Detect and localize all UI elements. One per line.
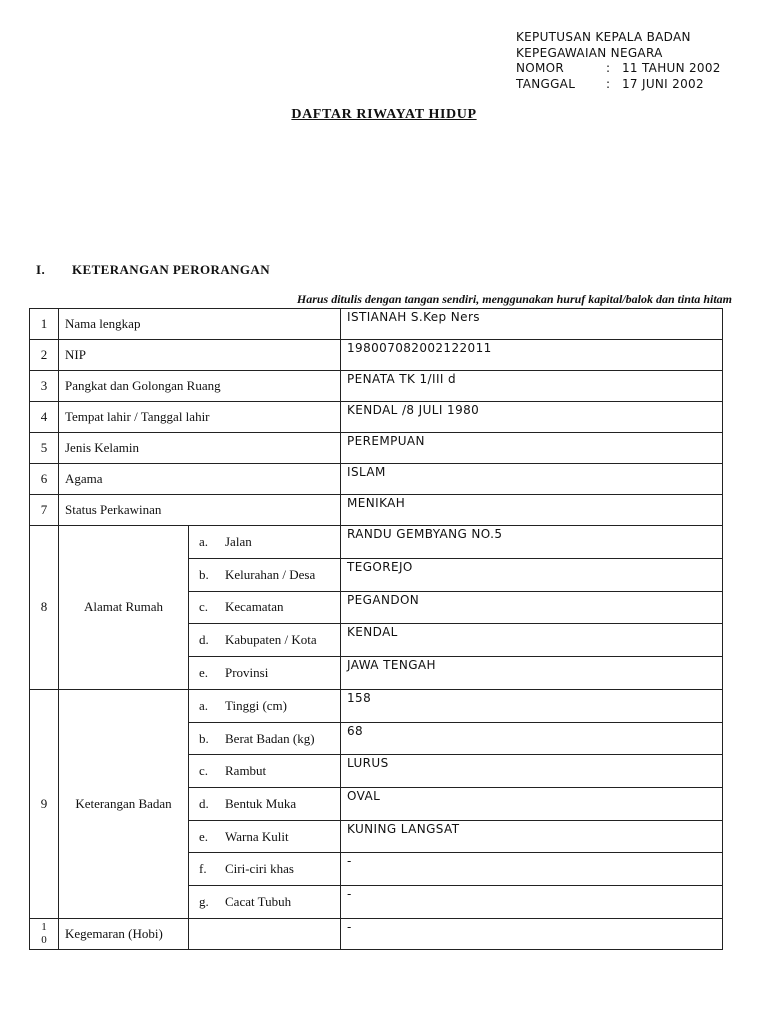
row-value: JAWA TENGAH (341, 657, 723, 690)
row-value: 158 (341, 689, 723, 722)
empty-cell (189, 918, 341, 949)
sub-item (189, 526, 341, 559)
tanggal-separator: : (606, 76, 611, 91)
section-number: I. (36, 262, 46, 277)
row-label: Jenis Kelamin (59, 433, 341, 464)
row-label: Status Perkawinan (59, 495, 341, 526)
group-label: Keterangan Badan (59, 689, 189, 918)
row-value: PENATA TK 1/III d (341, 371, 723, 402)
decree-nomor (516, 61, 756, 77)
row-label: Agama (59, 464, 341, 495)
sub-item (189, 624, 341, 657)
sub-item-label: Warna Kulit (225, 828, 289, 844)
sub-item-letter: a. (199, 533, 209, 549)
table-row (30, 309, 723, 340)
row-number: 8 (30, 526, 59, 690)
row-number: 3 (30, 371, 59, 402)
nomor-label: NOMOR (516, 61, 565, 75)
sub-item (189, 755, 341, 788)
row-number: 5 (30, 433, 59, 464)
sub-item-label: Cacat Tubuh (225, 893, 292, 909)
sub-item-letter: c. (199, 599, 209, 615)
sub-item-label: Kelurahan / Desa (225, 566, 316, 582)
sub-item-label: Bentuk Muka (225, 795, 297, 811)
decree-line-1-text: KEPUTUSAN KEPALA BADAN (516, 30, 691, 44)
sub-item-letter: d. (199, 632, 209, 648)
section-label: KETERANGAN PERORANGAN (72, 262, 270, 277)
decree-tanggal (516, 77, 756, 93)
sub-item-letter: c. (199, 763, 209, 779)
sub-item-letter: d. (199, 795, 209, 811)
row-value: MENIKAH (341, 495, 723, 526)
sub-item-label: Rambut (225, 763, 267, 779)
sub-item (189, 591, 341, 624)
row-value: PEREMPUAN (341, 433, 723, 464)
row-number: 1 (30, 309, 59, 340)
tanggal-label: TANGGAL (516, 76, 576, 91)
table-row (30, 918, 723, 949)
row-value: RANDU GEMBYANG NO.5 (341, 526, 723, 559)
decree-line-1 (516, 30, 756, 46)
sub-item-letter: a. (199, 697, 209, 713)
sub-item (189, 689, 341, 722)
row-value: LURUS (341, 755, 723, 788)
instruction-note: Harus ditulis dengan tangan sendiri, menggunakan huruf kapital/balok dan tinta hitam (296, 292, 732, 306)
sub-item-label: Provinsi (225, 665, 269, 681)
row-value: ISTIANAH S.Kep Ners (341, 309, 723, 340)
table-row (30, 526, 723, 559)
sub-item-label: Kabupaten / Kota (225, 632, 317, 648)
decree-reference (516, 30, 756, 92)
group-label: Alamat Rumah (59, 526, 189, 690)
row-number: 7 (30, 495, 59, 526)
row-number (30, 918, 59, 949)
sub-item-letter: b. (199, 566, 209, 582)
nomor-separator: : (606, 61, 611, 75)
row-number-part-2: 0 (41, 933, 47, 946)
row-label: Tempat lahir / Tanggal lahir (59, 402, 341, 433)
sub-item-label: Tinggi (cm) (225, 697, 287, 713)
biodata-table (29, 308, 723, 950)
sub-item-letter: b. (199, 730, 209, 746)
sub-item-label: Berat Badan (kg) (225, 730, 315, 746)
sub-item (189, 788, 341, 821)
row-number-part-1: 1 (41, 920, 47, 933)
table-row (30, 402, 723, 433)
sub-item-letter: g. (199, 893, 209, 909)
row-value: KENDAL (341, 624, 723, 657)
row-number: 2 (30, 340, 59, 371)
row-label: Nama lengkap (59, 309, 341, 340)
section-heading (36, 262, 270, 278)
row-label: NIP (59, 340, 341, 371)
table-row (30, 689, 723, 722)
row-value: TEGOREJO (341, 558, 723, 591)
row-label: Pangkat dan Golongan Ruang (59, 371, 341, 402)
document-title: DAFTAR RIWAYAT HIDUP (291, 107, 477, 122)
row-value: 68 (341, 722, 723, 755)
row-number: 9 (30, 689, 59, 918)
row-value: KUNING LANGSAT (341, 820, 723, 853)
sub-item (189, 853, 341, 886)
row-number: 4 (30, 402, 59, 433)
sub-item (189, 820, 341, 853)
row-value: OVAL (341, 788, 723, 821)
table-row (30, 433, 723, 464)
sub-item (189, 558, 341, 591)
sub-item-letter: e. (199, 828, 209, 844)
row-number: 6 (30, 464, 59, 495)
row-value: 198007082002122011 (341, 340, 723, 371)
row-label: Kegemaran (Hobi) (59, 918, 189, 949)
table-row (30, 464, 723, 495)
nomor-value: 11 TAHUN 2002 (622, 61, 721, 75)
decree-line-2-text: KEPEGAWAIAN NEGARA (516, 45, 663, 60)
table-row (30, 340, 723, 371)
row-value: - (341, 853, 723, 886)
row-value: - (341, 918, 723, 949)
sub-item-letter: f. (199, 861, 207, 877)
sub-item (189, 722, 341, 755)
sub-item (189, 886, 341, 919)
row-value: ISLAM (341, 464, 723, 495)
table-row (30, 495, 723, 526)
table-row (30, 371, 723, 402)
sub-item-label: Jalan (225, 533, 252, 549)
tanggal-value: 17 JUNI 2002 (622, 76, 704, 91)
sub-item (189, 657, 341, 690)
row-value: PEGANDON (341, 591, 723, 624)
sub-item-label: Kecamatan (225, 599, 284, 615)
row-value: - (341, 886, 723, 919)
decree-line-2 (516, 46, 756, 62)
sub-item-letter: e. (199, 665, 209, 681)
sub-item-label: Ciri-ciri khas (225, 861, 294, 877)
row-value: KENDAL /8 JULI 1980 (341, 402, 723, 433)
